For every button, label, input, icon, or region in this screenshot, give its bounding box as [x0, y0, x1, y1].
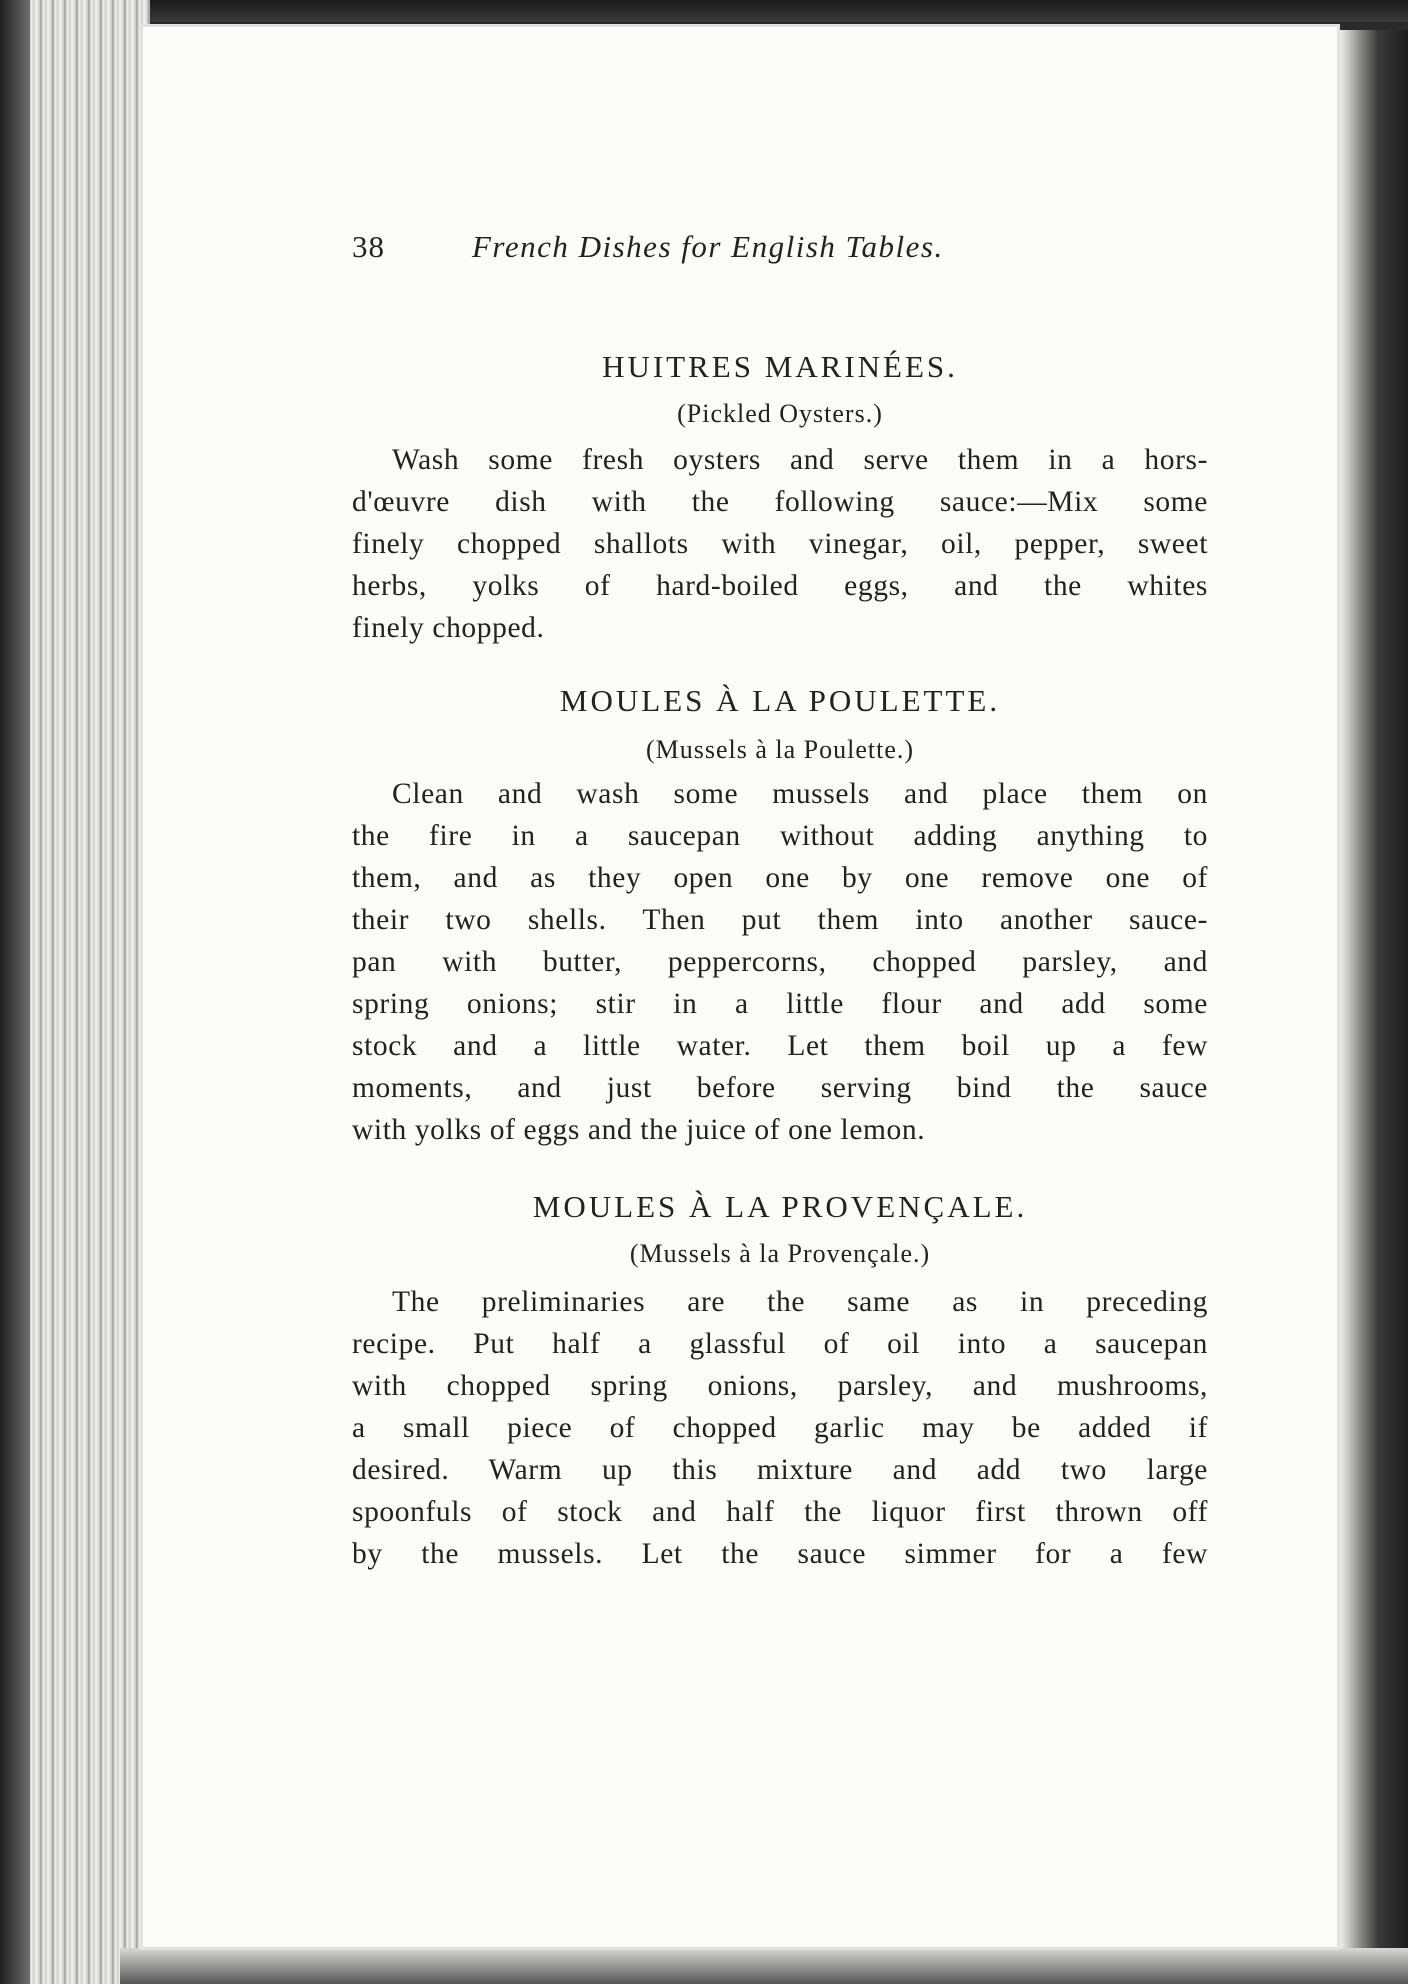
text-line: them, and as they open one by one remove one of [352, 862, 1208, 894]
text-line: a small piece of chopped garlic may be added if [352, 1412, 1208, 1444]
text-line: The preliminaries are the same as in preceding [392, 1286, 1208, 1318]
text-line: pan with butter, peppercorns, chopped parsley, and [352, 946, 1208, 978]
recipe-paragraph [352, 1281, 1208, 1575]
recipe-heading: MOULES À LA POULETTE. [559, 683, 1001, 718]
running-head [352, 229, 1208, 287]
recipe-heading: HUITRES MARINÉES. [602, 349, 958, 384]
book-page-edge-bottom [120, 1948, 1408, 1984]
text-line: their two shells. Then put them into another sauce- [352, 904, 1208, 936]
text-line: with yolks of eggs and the juice of one lemon. [352, 1114, 926, 1146]
text-line: desired. Warm up this mixture and add two large [352, 1454, 1208, 1486]
text-line: herbs, yolks of hard-boiled eggs, and the whites [352, 570, 1208, 602]
text-line: d'œuvre dish with the following sauce:—Mix some [352, 486, 1208, 518]
text-line: the fire in a saucepan without adding anything to [352, 820, 1208, 852]
book-page-edge-right [1338, 30, 1408, 1984]
recipe-paragraph [352, 773, 1208, 1151]
text-line: with chopped spring onions, parsley, and mushrooms, [352, 1370, 1208, 1402]
page-text-block [352, 229, 1208, 1575]
text-line: Clean and wash some mussels and place them on [392, 778, 1208, 810]
text-line: moments, and just before serving bind the sauce [352, 1072, 1208, 1104]
recipe-paragraph [352, 439, 1208, 649]
text-line: finely chopped. [352, 612, 545, 644]
book-spine-shadow [0, 0, 30, 1984]
page-number: 38 [352, 229, 385, 264]
running-title: French Dishes for English Tables. [472, 229, 944, 264]
recipe-subheading: (Pickled Oysters.) [677, 399, 883, 428]
text-line: by the mussels. Let the sauce simmer for a few [352, 1538, 1208, 1570]
book-page [140, 24, 1340, 1950]
recipe-subheading: (Mussels à la Provençale.) [629, 1239, 931, 1268]
text-line: recipe. Put half a glassful of oil into a saucepan [352, 1328, 1208, 1360]
text-line: stock and a little water. Let them boil up a few [352, 1030, 1208, 1062]
scan-top-border [0, 0, 1408, 22]
recipe-subheading: (Mussels à la Poulette.) [645, 735, 915, 764]
recipe-heading: MOULES À LA PROVENÇALE. [532, 1189, 1028, 1224]
text-line: finely chopped shallots with vinegar, oil, pepper, sweet [352, 528, 1208, 560]
text-line: spoonfuls of stock and half the liquor first thrown off [352, 1496, 1208, 1528]
text-line: Wash some fresh oysters and serve them in a hors- [392, 444, 1208, 476]
text-line: spring onions; stir in a little flour and add some [352, 988, 1208, 1020]
